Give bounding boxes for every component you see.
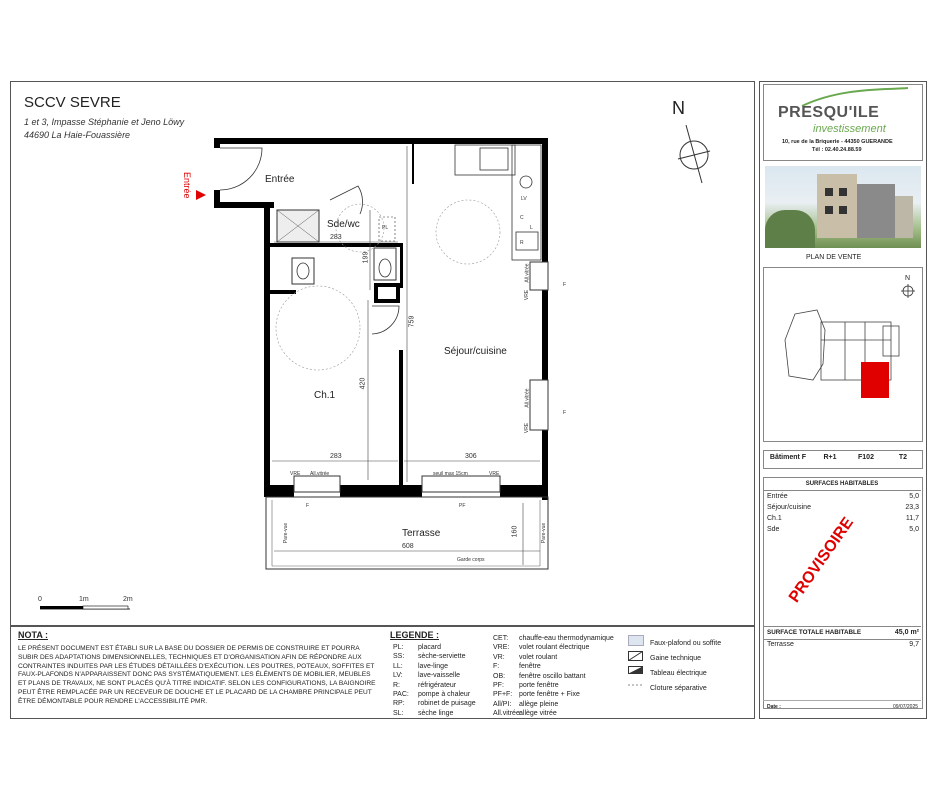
legend-desc: chauffe-eau thermodynamique bbox=[519, 635, 614, 642]
lot-type: T2 bbox=[898, 454, 908, 461]
legend-desc: lave-vaisselle bbox=[418, 672, 461, 680]
cloture-icon bbox=[628, 683, 643, 687]
legend-desc: allège pleine bbox=[519, 700, 559, 708]
room-terrasse: Terrasse bbox=[402, 528, 441, 539]
legend-desc: allège vitrée bbox=[519, 710, 557, 718]
legend-desc: Cloture séparative bbox=[650, 685, 707, 692]
lot-batiment: Bâtiment F bbox=[769, 454, 807, 461]
building-photo bbox=[765, 166, 921, 248]
legend-desc: lave-linge bbox=[418, 662, 448, 670]
keyplan bbox=[765, 300, 921, 410]
label-vre-1: VRE bbox=[290, 471, 301, 477]
entry-marker: Entrée bbox=[182, 172, 192, 199]
surface-value: 5,0 bbox=[909, 526, 919, 533]
legend-code: LV: bbox=[393, 672, 403, 680]
legend-code: PL: bbox=[393, 644, 404, 651]
dim-ch-height: 420 bbox=[359, 377, 367, 390]
legend-code: PF+F: bbox=[493, 691, 513, 699]
dim-sejour-width: 306 bbox=[465, 453, 477, 460]
label-vre-3: VRE bbox=[524, 289, 531, 301]
label-garde-corps: Garde corps bbox=[457, 557, 485, 563]
legend-code: CET: bbox=[493, 635, 509, 642]
label-c: C bbox=[520, 215, 524, 221]
gaine-technique-icon bbox=[628, 651, 643, 661]
label-seuil: seuil max 15cm bbox=[433, 471, 468, 477]
surface-row bbox=[767, 504, 921, 514]
label-lv: LV bbox=[521, 196, 527, 202]
logo-sub: investissement bbox=[813, 123, 886, 135]
legend-desc: porte fenêtre + Fixe bbox=[519, 691, 580, 699]
legend-col-1-codes bbox=[393, 643, 409, 718]
company-address: 10, rue de la Briquerie - 44350 GUERANDE bbox=[782, 139, 893, 145]
surface-label: Ch.1 bbox=[767, 515, 782, 522]
surfaces-divider bbox=[763, 490, 921, 491]
terrasse-value: 9,7 bbox=[909, 641, 919, 648]
dim-sejour-height: 759 bbox=[408, 315, 416, 328]
dim-sde-width: 283 bbox=[330, 234, 342, 241]
surface-label: Sde bbox=[767, 526, 780, 533]
dim-terrasse-depth: 160 bbox=[511, 525, 519, 538]
legend-code: SS: bbox=[393, 653, 405, 661]
terrasse-row bbox=[767, 641, 921, 651]
legend-code: R: bbox=[393, 681, 400, 689]
date-label: Date : bbox=[767, 704, 781, 710]
legend-code: PF: bbox=[493, 682, 504, 690]
lot-niveau: R+1 bbox=[823, 454, 837, 461]
legend-desc: placard bbox=[418, 644, 441, 651]
legend-code: VRE: bbox=[493, 644, 510, 652]
nota-title: NOTA : bbox=[18, 630, 48, 640]
keyplan-north: N bbox=[905, 275, 911, 282]
legend-desc: volet roulant bbox=[519, 653, 558, 661]
north-label: N bbox=[672, 98, 685, 118]
dim-terrasse-width: 608 bbox=[402, 543, 414, 550]
legend-code: All/PI: bbox=[493, 700, 512, 708]
tableau-electrique-icon bbox=[628, 666, 643, 674]
address-line-1: 1 et 3, Impasse Stéphanie et Jeno Löwy bbox=[24, 117, 185, 127]
surface-label: Séjour/cuisine bbox=[767, 504, 811, 511]
label-allege-3: All.vitrée bbox=[524, 263, 531, 283]
legend-col-2-codes bbox=[493, 634, 522, 719]
label-pl: PL bbox=[382, 225, 389, 231]
dim-sde-height: 199 bbox=[362, 251, 370, 264]
legend-code: OB: bbox=[493, 672, 506, 680]
provisoire-stamp: PROVISOIRE bbox=[786, 514, 858, 606]
label-pf-1: PF bbox=[459, 503, 466, 509]
label-f-right-1: F bbox=[563, 282, 567, 288]
label-allege-4: All.vitrée bbox=[524, 388, 531, 408]
legend-code: RP: bbox=[393, 700, 405, 708]
project-title: SCCV SEVRE bbox=[24, 94, 121, 111]
logo-main: PRESQU'ILE bbox=[778, 104, 880, 121]
label-r: R bbox=[520, 240, 524, 246]
label-f-right-2: F bbox=[563, 410, 567, 416]
scale-2m: 2m bbox=[123, 596, 133, 603]
legend-desc: fenêtre oscillo battant bbox=[519, 672, 586, 680]
label-allege-1: All.vitrée bbox=[310, 471, 330, 477]
room-sde: Sde/wc bbox=[327, 219, 360, 230]
legend-desc: Faux-plafond ou soffite bbox=[650, 640, 722, 647]
surface-value: 11,7 bbox=[905, 515, 919, 522]
legend-code: SL: bbox=[393, 709, 404, 717]
legend-col-1-desc bbox=[418, 643, 476, 718]
legend-desc: porte fenêtre bbox=[519, 682, 559, 690]
legend-code: LL: bbox=[393, 662, 403, 670]
legend-col-3 bbox=[650, 636, 721, 696]
nota-text: LE PRÉSENT DOCUMENT EST ÉTABLI SUR LA BASE DU DOSSIER DE PERMIS DE CONSTRUIRE ET POURRA SUBIR DES ADAPTATIONS DIMENSIONNELLES, TECHNIQUES ET D'ORGANISATION AFIN DE RÉPONDRE AUX CONTRAINTES INDUITES PAR LES ÉTUDES DÉTAILLÉES D'EXÉCUTION. LES POUTRES, POTEAUX, SOFFITES ET FAUX-PLAFONDS N'APPARAISSENT DONC PAS SYSTÉMATIQUEMENT. LES ÉLÉMENTS DE MOBILIER, MEUBLES ET PLANS DE TRAVAUX, NE SONT PLACÉS QU'À TITRE INDICATIF. SELON LES CONFIGURATIONS, LA BAIGNOIRE PEUT ÊTRE REMPLACÉE PAR UN RECEVEUR DE DOUCHE ET LE PLACARD DE LA CHAMBRE PRINCIPALE PEUT ÊTRE DÉMONTABLE POUR RENDRE L'ACCESSIBILITÉ PMR. bbox=[18, 645, 376, 705]
room-sejour: Séjour/cuisine bbox=[444, 346, 507, 357]
label-vre-2: VRE bbox=[489, 471, 500, 477]
label-l: L bbox=[530, 225, 533, 231]
date-divider bbox=[763, 700, 921, 701]
room-chambre: Ch.1 bbox=[314, 390, 336, 401]
legend-desc: réfrigérateur bbox=[418, 681, 457, 689]
dim-ch-width: 283 bbox=[330, 453, 342, 460]
label-pare-vue: Pare-vue bbox=[283, 522, 290, 544]
total-label: SURFACE TOTALE HABITABLE bbox=[767, 629, 862, 636]
address-line-2: 44690 La Haie-Fouassière bbox=[24, 130, 131, 140]
keyplan-compass-icon bbox=[901, 284, 915, 298]
legend-desc: fenêtre bbox=[519, 663, 541, 671]
legend-code: PAC: bbox=[393, 691, 409, 699]
surface-label: Entrée bbox=[767, 493, 788, 500]
total-value: 45,0 m² bbox=[894, 629, 919, 636]
date-value: 09/07/2025 bbox=[893, 704, 919, 710]
surface-value: 5,0 bbox=[909, 493, 919, 500]
legend-desc: pompe à chaleur bbox=[418, 691, 471, 699]
legend-code: VR: bbox=[493, 653, 505, 661]
room-entree: Entrée bbox=[265, 174, 295, 185]
plan-de-vente: PLAN DE VENTE bbox=[806, 254, 862, 261]
legende-title: LEGENDE : bbox=[390, 630, 440, 640]
legend-desc: volet roulant électrique bbox=[519, 644, 590, 652]
legend-desc: Tableau électrique bbox=[650, 670, 707, 677]
faux-plafond-swatch bbox=[628, 635, 644, 646]
lot-numero: F102 bbox=[858, 454, 874, 461]
legend-desc: sèche linge bbox=[418, 709, 454, 717]
scale-0: 0 bbox=[38, 596, 42, 603]
legend-code: F: bbox=[493, 663, 500, 671]
total-divider-2 bbox=[763, 639, 921, 640]
legend-desc: sèche-serviette bbox=[418, 653, 466, 661]
total-row bbox=[767, 629, 921, 639]
label-f-1: F bbox=[306, 503, 310, 509]
surfaces-title: SURFACES HABITABLES bbox=[805, 481, 879, 487]
surface-row bbox=[767, 493, 921, 503]
surface-value: 23,3 bbox=[905, 504, 919, 511]
scale-1m: 1m bbox=[79, 596, 89, 603]
total-divider bbox=[763, 626, 921, 627]
legend-code: All.vitrée: bbox=[493, 710, 522, 718]
legend-col-2-desc bbox=[519, 634, 614, 719]
label-pare-vue-2: Pare-vue bbox=[541, 522, 548, 544]
legend-desc: Gaine technique bbox=[650, 655, 701, 662]
company-phone: Tél : 02.40.24.88.59 bbox=[812, 147, 862, 153]
label-vre-4: VRE bbox=[524, 422, 531, 434]
legend-desc: robinet de puisage bbox=[418, 700, 476, 708]
terrasse-label: Terrasse bbox=[767, 641, 794, 648]
